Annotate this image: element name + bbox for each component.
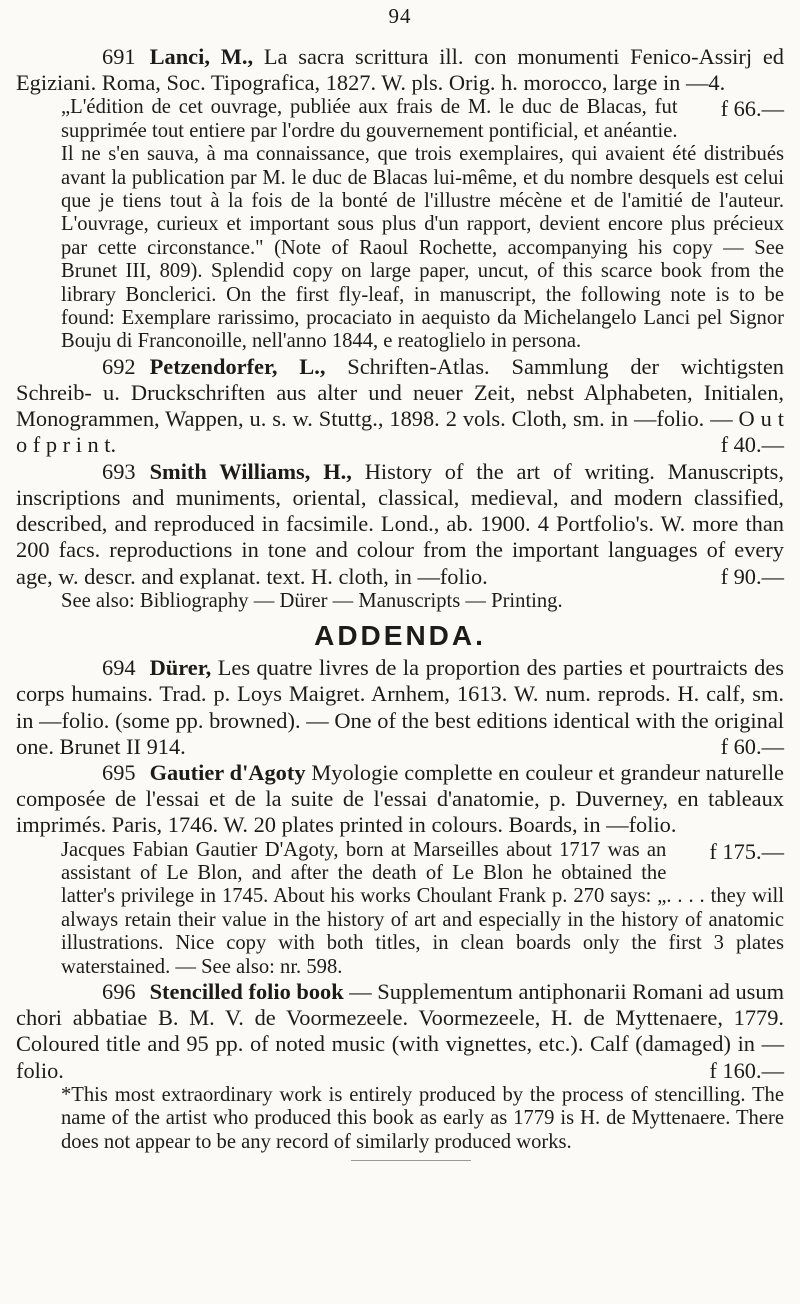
catalogue-entry-694 — [16, 655, 784, 760]
footer-rule — [351, 1160, 471, 1161]
page-number: 94 — [388, 4, 412, 28]
entry-description: La sacra scrittura ill. con monumenti Fenico-Assirj ed Egiziani. Roma, Soc. Tipografica, 1827. W. pls. Orig. h. morocco, large in —4. — [16, 44, 784, 96]
entry-description: Schriften-Atlas. Sammlung der wichtigsten Schreib- u. Druckschriften aus alter und neuer Zeit, nebst Alphabeten, Initialen, Monogrammen, Wappen, u. s. w. Stuttg., 1898. 2 vols. Cloth, sm. in —folio. — O u t o f p r i n t. — [16, 353, 784, 458]
entry-price: f 66.— — [720, 96, 784, 122]
entry-author: Dürer, — [149, 655, 212, 681]
entry-main-text — [16, 44, 784, 122]
catalogue-entry-693 — [16, 459, 784, 613]
entry-price: f 90.— — [720, 563, 784, 589]
entry-main-text — [16, 759, 784, 864]
entry-main-text — [16, 459, 784, 590]
see-also-line: See also: Bibliography — Dürer — Manuscripts — Printing. — [61, 589, 563, 612]
entry-number: 696 — [102, 978, 136, 1004]
entry-author: Lanci, M., — [149, 44, 254, 69]
entry-number: 692 — [102, 353, 136, 379]
catalogue-entry-695 — [16, 760, 784, 979]
entry-price: f 160.— — [709, 1057, 784, 1083]
addenda-heading: ADDENDA. — [314, 620, 486, 652]
catalogue-entry-691 — [16, 44, 784, 354]
entry-main-text — [16, 655, 784, 760]
entry-main-text — [16, 354, 784, 459]
entry-note: *This most extraordinary work is entirely produced by the process of stencilling. The name of the artist who produced this book as early as 1779 is H. de Myttenaere. There does not appear to be any record of similarly produced works. — [61, 1083, 784, 1153]
catalogue-entry-696 — [16, 979, 784, 1154]
entry-description: Myologie complette en couleur et grandeur naturelle composée de l'essai et de la suite de l'essai d'anatomie, p. Duverney, en tableaux imprimés. Paris, 1746. W. 20 plates printed in colours. Boards, in —folio. — [16, 759, 784, 838]
entry-price: f 60.— — [720, 733, 784, 759]
entry-number: 691 — [102, 44, 136, 69]
entry-price: f 40.— — [720, 432, 784, 458]
entry-author: Petzendorfer, L., — [149, 353, 326, 379]
entry-description: Les quatre livres de la proportion des parties et pourtraicts des corps humains. Trad. p. Loys Maigret. Arnhem, 1613. W. num. reprods. H. calf, sm. in —folio. (some pp. browned). — One of the best editions identical with the original one. Brunet II 914. — [16, 655, 784, 759]
entry-number: 693 — [102, 458, 136, 484]
entry-number: 695 — [102, 759, 136, 785]
entry-author: Gautier d'Agoty — [149, 759, 306, 785]
catalogue-entry-692 — [16, 354, 784, 459]
entry-author: Smith Williams, H., — [149, 458, 352, 484]
entry-main-text — [16, 979, 784, 1084]
entry-number: 694 — [102, 655, 136, 681]
entry-description: History of the art of writing. Manuscripts, inscriptions and muniments, oriental, classical, medieval, and modern classified, described, and reproduced in facsimile. Lond., ab. 1900. 4 Portfolio's. W. more than 200 facs. reproductions in tone and colour from the important languages of every age, w. descr. and explanat. text. H. cloth, in —folio. — [16, 458, 784, 589]
entry-author: Stencilled folio book — [149, 978, 344, 1004]
page-content — [16, 44, 784, 1161]
entry-note: „L'édition de cet ouvrage, publiée aux frais de M. le duc de Blacas, fut supprimée tout entiere par l'ordre du gouvernement pontificial, et anéantie. Il ne s'en sauva, à ma connaissance, que trois exemplaires, qui avaient été distribués avant la publication par M. le duc de Blacas lui-même, et du nombre desquels est celui que je tiens tout à la fois de la bonté de l'illustre mécène et de l'amitié de l'auteur. L'ouvrage, curieux et important sous plus d'un rapport, devient encore plus précieux par cette circonstance." (Note of Raoul Rochette, accompanying his copy — See Brunet III, 809). Splendid copy on large paper, uncut, of this scarce book from the library Bonclerici. On the first fly-leaf, in manuscript, the following note is to be found: Exemplare rarissimo, procaciato in aequisto da Michelangelo Lanci pel Signor Bouju di Franconoille, nell'anno 1844, e reatoglielo in persona. — [61, 96, 784, 353]
entry-note: Jacques Fabian Gautier D'Agoty, born at Marseilles about 1717 was an assistant of Le Blon, and after the death of Le Blon he obtained the latter's privilege in 1745. About his works Choulant Frank p. 270 says: „. . . . they will always retain their value in the history of art and especially in the history of anatomic illustrations. Nice copy with both titles, in clean boards only the first 3 plates waterstained. — See also: nr. 598. — [61, 838, 784, 978]
entry-price: f 175.— — [709, 838, 784, 864]
entry-description: — Supplementum antiphonarii Romani ad usum chori abbatiae B. M. V. de Voormezeele. Voormezeele, H. de Myttenaere, 1779. Coloured title and 95 pp. of noted music (with vignettes, etc.). Calf (damaged) in —folio. — [16, 978, 784, 1083]
